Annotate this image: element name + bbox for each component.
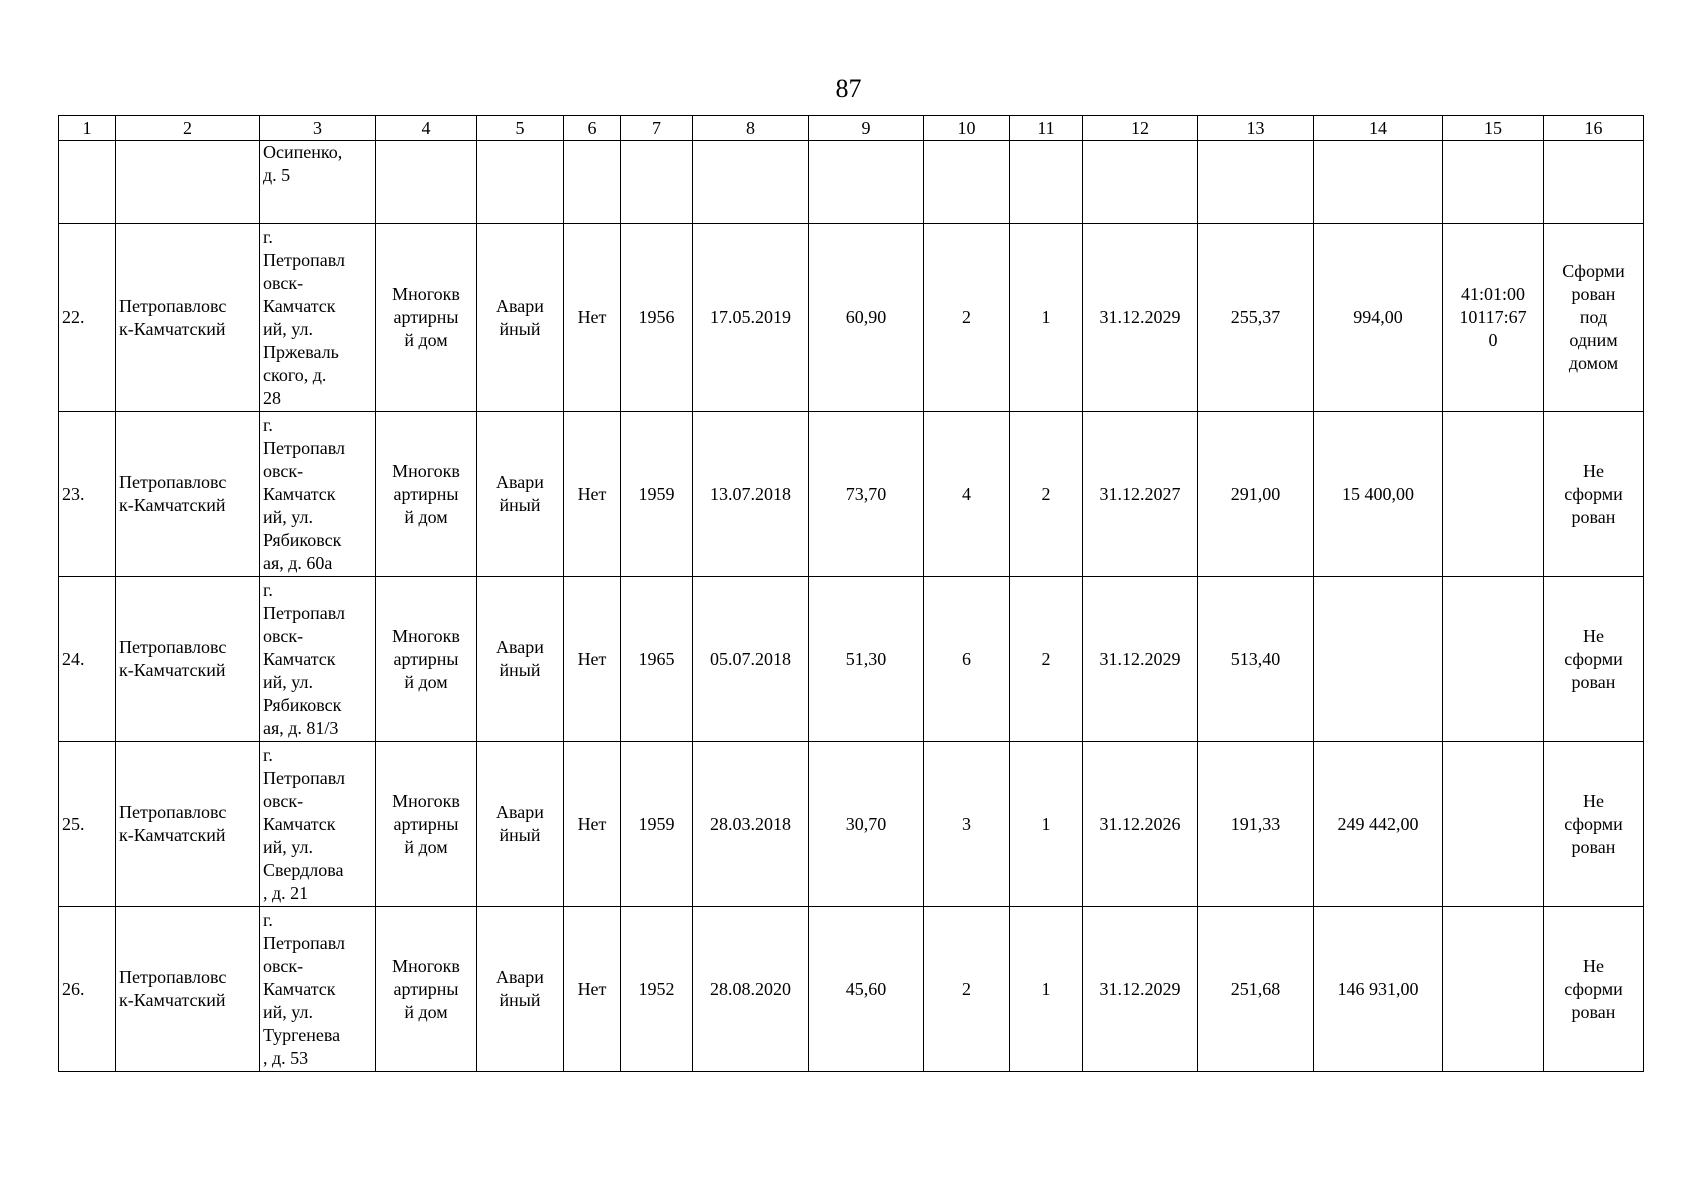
cell-line: сформи [1564, 648, 1623, 669]
cell-line: Авари [496, 637, 544, 657]
building-type-cell [376, 742, 477, 907]
column-11-cell: 1 [1010, 224, 1083, 412]
cell-line: ий, ул. [263, 318, 313, 339]
column-header: 7 [621, 116, 693, 141]
cell-line: 41:01:00 [1460, 284, 1525, 304]
cell-line: Петропавл [263, 602, 345, 623]
cell-line: Петропавл [263, 249, 345, 270]
cell-line: Многокв [392, 460, 460, 481]
cell-line: сформи [1564, 483, 1623, 504]
cell [59, 141, 116, 224]
cell-line: Камчатск [263, 295, 336, 316]
address-cell [260, 412, 376, 577]
cell-line: рован [1571, 836, 1616, 857]
cell-line: Не [1583, 460, 1604, 481]
cell-line: Петропавл [263, 932, 345, 953]
deadline-cell: 31.12.2027 [1083, 412, 1198, 577]
column-header: 10 [924, 116, 1010, 141]
cell [809, 141, 924, 224]
cadastral-number-cell [1443, 742, 1544, 907]
cell [621, 141, 693, 224]
row-number-cell: 22. [59, 224, 116, 412]
cell-line: Петропавл [263, 767, 345, 788]
cell-line: г. [263, 579, 273, 600]
cell-line: г. [263, 909, 273, 930]
column-header: 14 [1314, 116, 1443, 141]
cell-line: к-Камчатский [119, 825, 226, 845]
cell-line: йный [499, 495, 541, 515]
cell-line: рован [1571, 1001, 1616, 1022]
page-number: 87 [835, 74, 862, 103]
cell-line: Петропавловс [119, 295, 227, 316]
cell-line: ий, ул. [263, 671, 313, 692]
column-13-cell: 513,40 [1198, 577, 1314, 742]
area-cell: 73,70 [809, 412, 924, 577]
building-type-cell [376, 224, 477, 412]
column-header: 6 [564, 116, 621, 141]
column-header: 4 [376, 116, 477, 141]
cell-line: 0 [1488, 330, 1498, 350]
cadastral-number-cell [1443, 577, 1544, 742]
column-number-header [59, 116, 1644, 141]
cell-line: Петропавл [263, 437, 345, 458]
cell-line: Камчатск [263, 648, 336, 669]
municipality-cell [116, 577, 260, 742]
cell-line: , д. 53 [263, 1047, 309, 1068]
column-14-cell: 249 442,00 [1314, 742, 1443, 907]
date-cell: 28.08.2020 [693, 907, 809, 1072]
column-14-cell: 146 931,00 [1314, 907, 1443, 1072]
cell-line: й дом [404, 506, 448, 527]
land-plot-status-cell [1544, 224, 1644, 412]
year-cell: 1952 [621, 907, 693, 1072]
year-cell: 1965 [621, 577, 693, 742]
cell-line: к-Камчатский [119, 990, 226, 1010]
row-number-cell: 25. [59, 742, 116, 907]
cell [376, 141, 477, 224]
municipality-cell [116, 224, 260, 412]
column-header: 12 [1083, 116, 1198, 141]
land-plot-status-cell [1544, 907, 1644, 1072]
cell-line: й дом [404, 671, 448, 692]
cell-line: Многокв [392, 625, 460, 646]
cell [116, 141, 260, 224]
deadline-cell: 31.12.2026 [1083, 742, 1198, 907]
cell-line: одним [1569, 330, 1618, 350]
cell-line: Рябиковск [263, 694, 342, 715]
column-13-cell: 291,00 [1198, 412, 1314, 577]
address-line: Осипенко, [263, 142, 343, 162]
municipality-cell [116, 412, 260, 577]
cell-line: Не [1583, 625, 1604, 646]
cell-line: ий, ул. [263, 1001, 313, 1022]
column-13-cell: 255,37 [1198, 224, 1314, 412]
column-header: 5 [477, 116, 564, 141]
row-number-cell: 24. [59, 577, 116, 742]
table-row [59, 907, 1644, 1072]
cell-line: , д. 21 [263, 882, 309, 903]
cell-line: овск- [263, 790, 304, 811]
cell-line: й дом [404, 330, 448, 350]
cell-line: ий, ул. [263, 506, 313, 527]
cell-line: Петропавловс [119, 472, 227, 492]
cell-line: Камчатск [263, 813, 336, 834]
cell [693, 141, 809, 224]
cadastral-number-cell [1443, 907, 1544, 1072]
cell-line: Пржеваль [263, 341, 339, 362]
cell-line: сформи [1564, 813, 1623, 834]
cell-line: Многокв [392, 284, 460, 304]
date-cell: 13.07.2018 [693, 412, 809, 577]
building-type-cell [376, 412, 477, 577]
cell-line: г. [263, 744, 273, 765]
column-14-cell: 15 400,00 [1314, 412, 1443, 577]
cadastral-number-cell [1443, 224, 1544, 412]
cell-line: овск- [263, 272, 304, 293]
cell-line: Петропавловс [119, 637, 227, 657]
column-11-cell: 1 [1010, 907, 1083, 1072]
cell-line: йный [499, 318, 541, 339]
cell-line: Сформи [1562, 261, 1625, 281]
cell-line: Тургенева [263, 1024, 341, 1045]
year-cell: 1959 [621, 412, 693, 577]
date-cell: 28.03.2018 [693, 742, 809, 907]
cell-line: Авари [496, 967, 544, 987]
building-type-cell [376, 577, 477, 742]
cell-line: й дом [404, 1001, 448, 1022]
cell [1443, 141, 1544, 224]
land-plot-status-cell [1544, 577, 1644, 742]
cell-line: ая, д. 81/3 [263, 717, 339, 738]
status-cell [477, 907, 564, 1072]
column-header: 1 [59, 116, 116, 141]
year-cell: 1956 [621, 224, 693, 412]
area-cell: 51,30 [809, 577, 924, 742]
cell-line: Многокв [392, 955, 460, 976]
column-header: 16 [1544, 116, 1644, 141]
cell [1314, 141, 1443, 224]
table-row [59, 412, 1644, 577]
column-header: 2 [116, 116, 260, 141]
column-10-cell: 6 [924, 577, 1010, 742]
year-cell: 1959 [621, 742, 693, 907]
cell-line: артирны [393, 483, 459, 504]
cell-line: Авари [496, 472, 544, 492]
cell-line: Авари [496, 295, 544, 316]
column-header: 8 [693, 116, 809, 141]
column-11-cell: 2 [1010, 412, 1083, 577]
cell-line: г. [263, 226, 273, 247]
land-plot-status-cell [1544, 412, 1644, 577]
table-row [59, 577, 1644, 742]
status-cell [477, 742, 564, 907]
cell-line: овск- [263, 460, 304, 481]
cell [1083, 141, 1198, 224]
cell-line: рован [1571, 506, 1616, 527]
cell-line: Рябиковск [263, 529, 342, 550]
cell-line: артирны [393, 978, 459, 999]
cell-line: артирны [393, 648, 459, 669]
municipality-cell [116, 907, 260, 1072]
cell-line: к-Камчатский [119, 495, 226, 515]
cell-line: Не [1583, 955, 1604, 976]
cell-line: Камчатск [263, 483, 336, 504]
table-row [59, 742, 1644, 907]
cell-line: йный [499, 990, 541, 1010]
date-cell: 05.07.2018 [693, 577, 809, 742]
cell-line: 28 [263, 387, 281, 408]
cell-line: ий, ул. [263, 836, 313, 857]
status-cell [477, 412, 564, 577]
row-number-cell: 26. [59, 907, 116, 1072]
cell [564, 141, 621, 224]
column-6-cell: Нет [564, 224, 621, 412]
column-10-cell: 3 [924, 742, 1010, 907]
cell-line: рован [1571, 284, 1616, 304]
cell-line: ского, д. [263, 364, 327, 385]
column-6-cell: Нет [564, 907, 621, 1072]
column-header: 11 [1010, 116, 1083, 141]
column-header: 9 [809, 116, 924, 141]
column-header: 15 [1443, 116, 1544, 141]
deadline-cell: 31.12.2029 [1083, 577, 1198, 742]
cell-line: Петропавловс [119, 967, 227, 987]
municipality-cell [116, 742, 260, 907]
column-13-cell: 191,33 [1198, 742, 1314, 907]
status-cell [477, 577, 564, 742]
address-cell [260, 141, 376, 224]
deadline-cell: 31.12.2029 [1083, 907, 1198, 1072]
column-14-cell: 994,00 [1314, 224, 1443, 412]
column-14-cell [1314, 577, 1443, 742]
housing-register-table [58, 115, 1644, 1072]
cell-line: Свердлова [263, 859, 344, 880]
cadastral-number-cell [1443, 412, 1544, 577]
cell-line: йный [499, 825, 541, 845]
column-header: 3 [260, 116, 376, 141]
cell-line: к-Камчатский [119, 318, 226, 339]
cell-line: Петропавловс [119, 802, 227, 822]
cell-line: домом [1568, 353, 1619, 373]
cell [1544, 141, 1644, 224]
address-cell [260, 577, 376, 742]
status-cell [477, 224, 564, 412]
address-cell [260, 224, 376, 412]
land-plot-status-cell [1544, 742, 1644, 907]
column-11-cell: 1 [1010, 742, 1083, 907]
cell [1198, 141, 1314, 224]
cell-line: Камчатск [263, 978, 336, 999]
column-11-cell: 2 [1010, 577, 1083, 742]
continuation-row [59, 141, 1644, 224]
area-cell: 45,60 [809, 907, 924, 1072]
column-10-cell: 2 [924, 224, 1010, 412]
column-10-cell: 2 [924, 907, 1010, 1072]
cell-line: й дом [404, 836, 448, 857]
building-type-cell [376, 907, 477, 1072]
table-row [59, 224, 1644, 412]
area-cell: 60,90 [809, 224, 924, 412]
cell-line: овск- [263, 625, 304, 646]
cell-line: артирны [393, 813, 459, 834]
cell-line: 10117:67 [1459, 307, 1527, 327]
address-line: д. 5 [263, 165, 291, 185]
cell-line: овск- [263, 955, 304, 976]
cell-line: йный [499, 660, 541, 680]
cell-line: г. [263, 414, 273, 435]
column-10-cell: 4 [924, 412, 1010, 577]
row-number-cell: 23. [59, 412, 116, 577]
deadline-cell: 31.12.2029 [1083, 224, 1198, 412]
cell-line: Многокв [392, 790, 460, 811]
column-6-cell: Нет [564, 742, 621, 907]
date-cell: 17.05.2019 [693, 224, 809, 412]
cell [924, 141, 1010, 224]
cell-line: Не [1583, 790, 1604, 811]
cell-line: ая, д. 60а [263, 552, 333, 573]
column-header: 13 [1198, 116, 1314, 141]
cell-line: рован [1571, 671, 1616, 692]
cell-line: сформи [1564, 978, 1623, 999]
address-cell [260, 742, 376, 907]
column-6-cell: Нет [564, 412, 621, 577]
column-13-cell: 251,68 [1198, 907, 1314, 1072]
column-6-cell: Нет [564, 577, 621, 742]
cell-line: артирны [393, 307, 459, 327]
cell [1010, 141, 1083, 224]
address-cell [260, 907, 376, 1072]
cell-line: под [1579, 307, 1608, 327]
cell-line: к-Камчатский [119, 660, 226, 680]
cell-line: Авари [496, 802, 544, 822]
area-cell: 30,70 [809, 742, 924, 907]
cell [477, 141, 564, 224]
